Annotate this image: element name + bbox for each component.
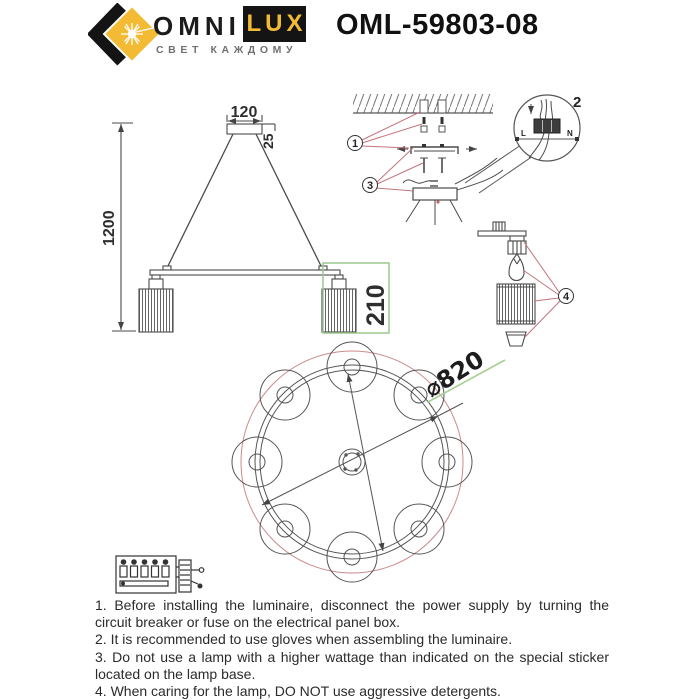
callout-3 xyxy=(363,178,378,193)
mounting-bracket xyxy=(397,144,477,154)
supply-wires xyxy=(403,158,503,191)
callout-1 xyxy=(348,136,363,151)
terminal-live-label: L xyxy=(521,129,526,138)
breaker-panel-icon xyxy=(112,553,207,598)
top-view-drawing xyxy=(228,338,510,600)
dim-shade-height: 210 xyxy=(362,284,390,326)
dim-canopy-width: 120 xyxy=(230,104,258,121)
dim-diameter: ⌀820 xyxy=(419,345,489,404)
instruction-line-4: 4. When caring for the lamp, DO NOT use aggressive detergents. xyxy=(95,683,501,700)
canopy-plate xyxy=(406,188,462,225)
instruction-line-3b: located on the lamp base. xyxy=(95,665,256,682)
callout-4 xyxy=(559,289,574,304)
svg-text:3: 3 xyxy=(366,180,374,192)
installation-instructions xyxy=(95,597,609,700)
brand-tagline: СВЕТ КАЖДОМУ xyxy=(156,44,298,56)
callout-2: 2 xyxy=(573,94,582,111)
svg-text:1: 1 xyxy=(351,138,359,150)
brand-name: OMNI xyxy=(153,11,241,41)
brand-lux-label: LUX xyxy=(246,10,307,37)
ceiling-install-diagram xyxy=(345,88,605,230)
center-hub xyxy=(339,449,365,475)
instruction-line-1: 1. Before installing the luminaire, disconnect the power supply by turning the xyxy=(95,597,609,613)
dim-suspension-height: 1200 xyxy=(101,210,118,246)
instruction-line-2: 2. It is recommended to use gloves when assembling the luminaire. xyxy=(95,631,513,648)
instruction-line-1b: circuit breaker or fuse on the electrical panel box. xyxy=(95,614,401,631)
terminal-neutral-label: N xyxy=(567,129,573,138)
brand-lux-badge xyxy=(243,6,306,42)
lamp-assembly-detail xyxy=(468,212,580,357)
ceiling-hatch xyxy=(353,94,493,113)
model-number: OML-59803-08 xyxy=(336,9,539,41)
bracket-screws xyxy=(420,158,446,173)
instruction-line-3: 3. Do not use a lamp with a higher wattage than indicated on the special sticker xyxy=(95,648,609,665)
dim-canopy-height: 25 xyxy=(260,133,276,149)
svg-text:4: 4 xyxy=(562,291,570,303)
wall-anchors xyxy=(421,117,445,132)
